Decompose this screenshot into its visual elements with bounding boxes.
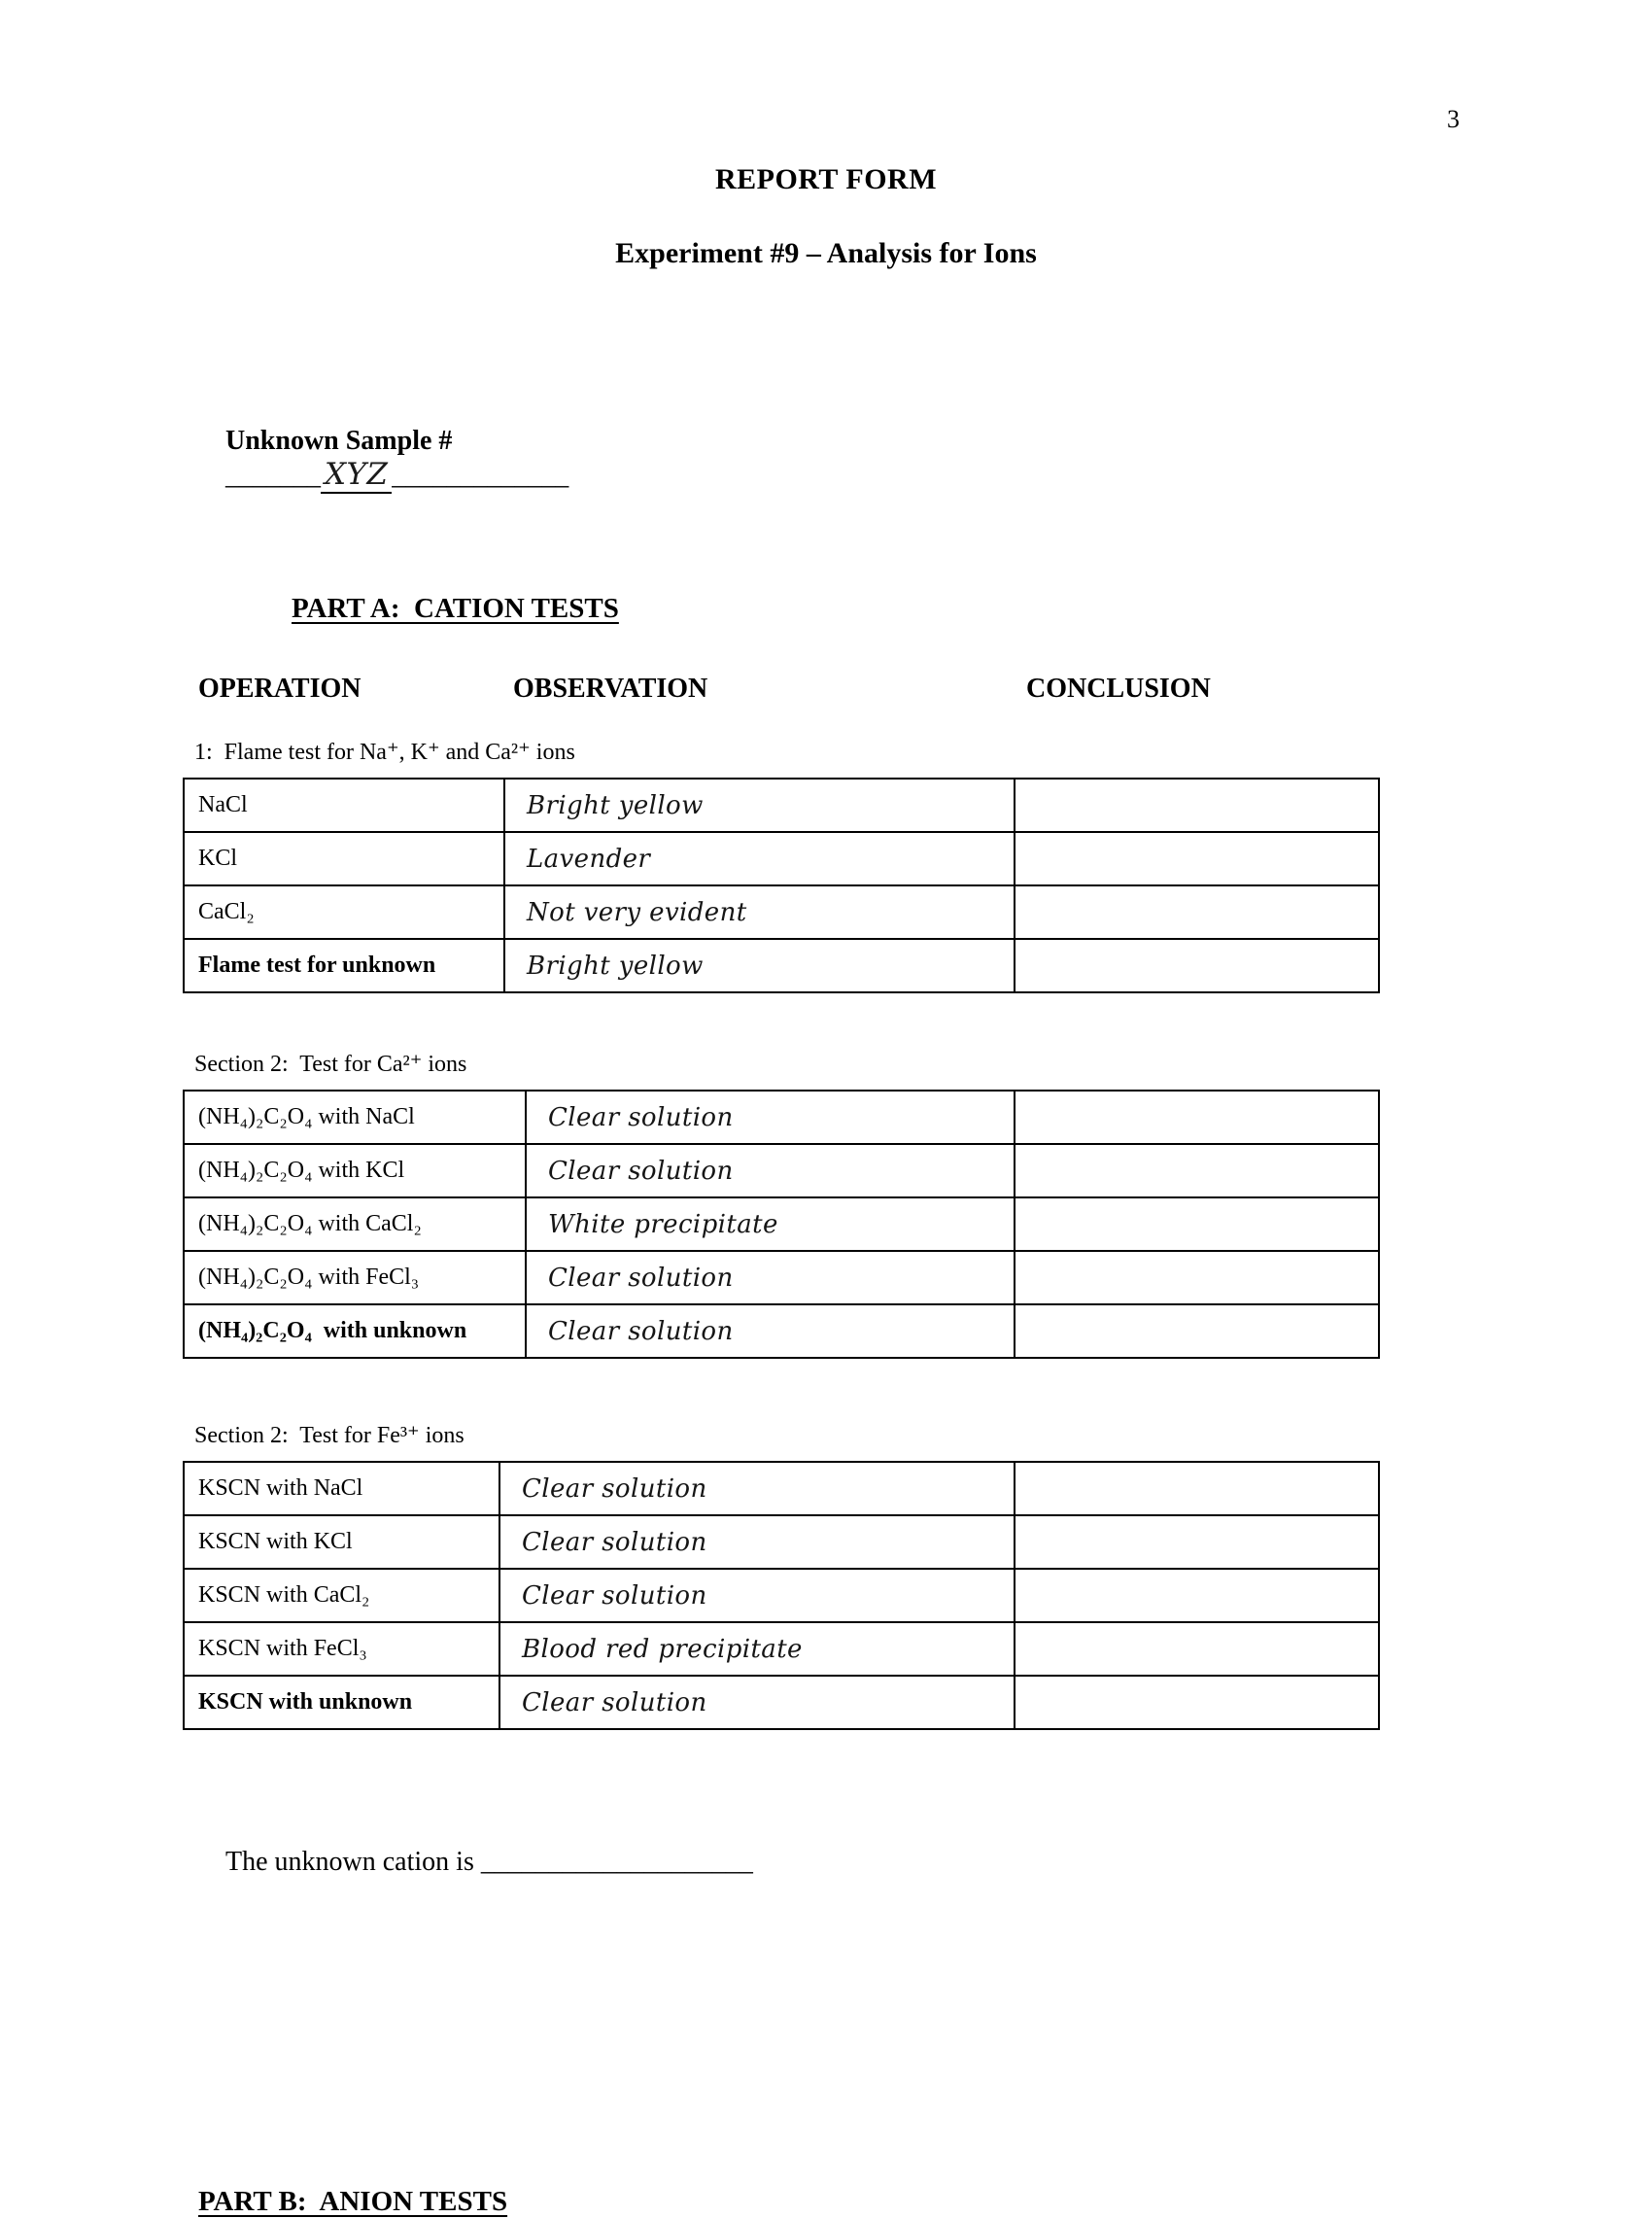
operation-cell: KSCN with NaCl [184, 1462, 499, 1515]
operation-cell: (NH₄)₂C₂O₄ with KCl [184, 1144, 526, 1197]
conclusion-cell [1015, 1251, 1379, 1304]
column-header-operation: OPERATION [198, 674, 361, 704]
observation-cell-handwritten: Not very evident [504, 885, 1015, 939]
calcium-test-caption: Section 2: Test for Ca²⁺ ions [194, 1052, 467, 1077]
table-row [184, 1197, 1379, 1251]
observation-cell-handwritten: Lavender [504, 832, 1015, 885]
table-row [184, 1462, 1379, 1515]
operation-cell: (NH₄)₂C₂O₄ with NaCl [184, 1091, 526, 1144]
observation-cell-handwritten: Clear solution [499, 1515, 1015, 1569]
table-row [184, 1304, 1379, 1358]
iron-test-caption: Section 2: Test for Fe³⁺ ions [194, 1423, 465, 1448]
flame-test-caption: 1: Flame test for Na⁺, K⁺ and Ca²⁺ ions [194, 740, 575, 765]
column-header-row [0, 674, 1652, 709]
operation-cell: KSCN with CaCl₂ [184, 1569, 499, 1622]
conclusion-cell [1015, 832, 1379, 885]
conclusion-cell [1015, 779, 1379, 832]
operation-cell: KSCN with FeCl₃ [184, 1622, 499, 1676]
sample-label: Unknown Sample # [225, 426, 453, 456]
table-row [184, 1569, 1379, 1622]
conclusion-cell [1015, 1622, 1379, 1676]
experiment-subtitle: Experiment #9 – Analysis for Ions [615, 237, 1037, 269]
observation-cell-handwritten: Clear solution [499, 1569, 1015, 1622]
operation-cell: KCl [184, 832, 504, 885]
conclusion-cell [1015, 1144, 1379, 1197]
sample-blank-after: _____________ [392, 461, 569, 491]
table-row [184, 1676, 1379, 1729]
sample-number-line [198, 395, 1652, 523]
calcium-test-section [0, 1050, 1652, 1359]
table-row [184, 885, 1379, 939]
table-row [184, 1515, 1379, 1569]
operation-cell: (NH₄)₂C₂O₄ with unknown [184, 1304, 526, 1358]
operation-cell: CaCl₂ [184, 885, 504, 939]
conclusion-cell [1015, 1462, 1379, 1515]
observation-cell-handwritten: Bright yellow [504, 779, 1015, 832]
page-number: 3 [1447, 105, 1460, 133]
conclusion-cell [1015, 1304, 1379, 1358]
observation-cell-handwritten: Clear solution [499, 1676, 1015, 1729]
operation-cell: (NH₄)₂C₂O₄ with CaCl₂ [184, 1197, 526, 1251]
conclusion-cell [1015, 939, 1379, 992]
part-b-heading: PART B: ANION TESTS [198, 2186, 508, 2217]
observation-cell-handwritten: Bright yellow [504, 939, 1015, 992]
table-row [184, 939, 1379, 992]
unknown-cation-label: The unknown cation is [225, 1847, 481, 1877]
operation-cell: NaCl [184, 779, 504, 832]
operation-cell: Flame test for unknown [184, 939, 504, 992]
kscn-test-table [183, 1461, 1380, 1730]
sample-blank-before: _______ [225, 461, 321, 491]
conclusion-cell [1015, 1569, 1379, 1622]
table-row [184, 779, 1379, 832]
table-row [184, 1251, 1379, 1304]
flame-test-table [183, 778, 1380, 993]
conclusion-cell [1015, 1515, 1379, 1569]
unknown-cation-blank: ____________________ [480, 1847, 753, 1877]
column-header-conclusion: CONCLUSION [1026, 674, 1211, 704]
conclusion-cell [1015, 1197, 1379, 1251]
column-header-observation: OBSERVATION [513, 674, 708, 704]
unknown-cation-line [198, 1816, 1652, 1909]
observation-cell-handwritten: Clear solution [526, 1091, 1015, 1144]
oxalate-test-table [183, 1090, 1380, 1359]
flame-test-section [0, 738, 1652, 993]
observation-cell-handwritten: Clear solution [499, 1462, 1015, 1515]
operation-cell: (NH₄)₂C₂O₄ with FeCl₃ [184, 1251, 526, 1304]
table-row [184, 1622, 1379, 1676]
observation-cell-handwritten: White precipitate [526, 1197, 1015, 1251]
iron-test-section [0, 1421, 1652, 1730]
report-title: REPORT FORM [714, 163, 938, 195]
observation-cell-handwritten: Clear solution [526, 1144, 1015, 1197]
conclusion-cell [1015, 885, 1379, 939]
observation-cell-handwritten: Clear solution [526, 1251, 1015, 1304]
conclusion-cell [1015, 1676, 1379, 1729]
observation-cell-handwritten: Clear solution [526, 1304, 1015, 1358]
part-a-heading: PART A: CATION TESTS [292, 593, 619, 624]
conclusion-cell [1015, 1091, 1379, 1144]
table-row [184, 1091, 1379, 1144]
observation-cell-handwritten: Blood red precipitate [499, 1622, 1015, 1676]
operation-cell: KSCN with unknown [184, 1676, 499, 1729]
operation-cell: KSCN with KCl [184, 1515, 499, 1569]
sample-value-handwritten: XYZ [321, 457, 392, 494]
table-row [184, 1144, 1379, 1197]
table-row [184, 832, 1379, 885]
